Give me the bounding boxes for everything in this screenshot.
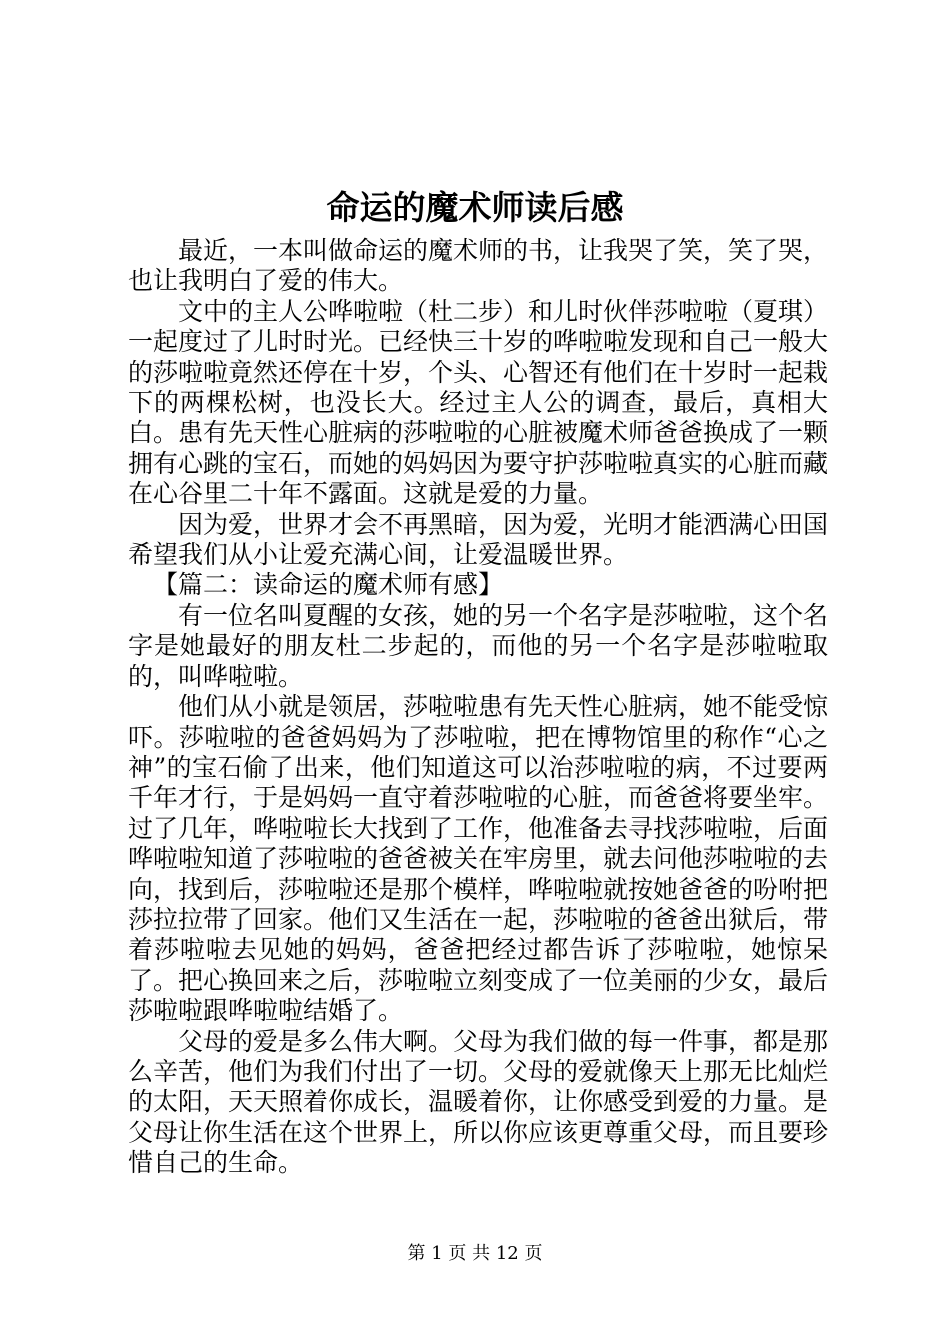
document-body	[128, 236, 828, 1179]
paragraph: 父母的爱是多么伟大啊。父母为我们做的每一件事，都是那么辛苦，他们为我们付出了一切。父母的爱就像天上那无比灿烂的太阳，天天照着你成长，温暖着你，让你感受到爱的力量。是父母让你生活在这个世界上，所以你应该更尊重父母，而且要珍惜自己的生命。	[128, 1026, 829, 1178]
document-title: 命运的魔术师读后感	[326, 188, 624, 227]
paragraph: 最近，一本叫做命运的魔术师的书，让我哭了笑，笑了哭，也让我明白了爱的伟大。	[128, 236, 829, 296]
paragraph: 他们从小就是领居，莎啦啦患有先天性心脏病，她不能受惊吓。莎啦啦的爸爸妈妈为了莎啦啦，把在博物馆里的称作“心之神”的宝石偷了出来，他们知道这可以治莎啦啦的病，不过要两千年才行，于是妈妈一直守着莎啦啦的心脏，而爸爸将要坐牢。过了几年，哗啦啦长大找到了工作，他准备去寻找莎啦啦，后面哗啦啦知道了莎啦啦的爸爸被关在牢房里，就去问他莎啦啦的去向，找到后，莎啦啦还是那个模样，哗啦啦就按她爸爸的吩咐把莎拉拉带了回家。他们又生活在一起，莎啦啦的爸爸出狱后，带着莎啦啦去见她的妈妈，爸爸把经过都告诉了莎啦啦，她惊呆了。把心换回来之后，莎啦啦立刻变成了一位美丽的少女，最后莎啦啦跟哗啦啦结婚了。	[128, 692, 829, 1026]
paragraph: 因为爱，世界才会不再黑暗，因为爱，光明才能洒满心田国希望我们从小让爱充满心间，让爱温暖世界。	[128, 509, 829, 570]
section-heading: 【篇二：读命运的魔术师有感】	[153, 570, 504, 600]
paragraph: 文中的主人公哗啦啦（杜二步）和儿时伙伴莎啦啦（夏琪）一起度过了儿时时光。已经快三十岁的哗啦啦发现和自己一般大的莎啦啦竟然还停在十岁，个头、心智还有他们在十岁时一起栽下的两棵松树，也没长大。经过主人公的调查，最后，真相大白。患有先天性心脏病的莎啦啦的心脏被魔术师爸爸换成了一颗拥有心跳的宝石，而她的妈妈因为要守护莎啦啦真实的心脏而藏在心谷里二十年不露面。这就是爱的力量。	[128, 296, 829, 509]
paragraph: 有一位名叫夏醒的女孩，她的另一个名字是莎啦啦，这个名字是她最好的朋友杜二步起的，而他的另一个名字是莎啦啦取的，叫哗啦啦。	[128, 600, 829, 691]
page-number-footer: 第 1 页 共 12 页	[407, 1243, 543, 1264]
